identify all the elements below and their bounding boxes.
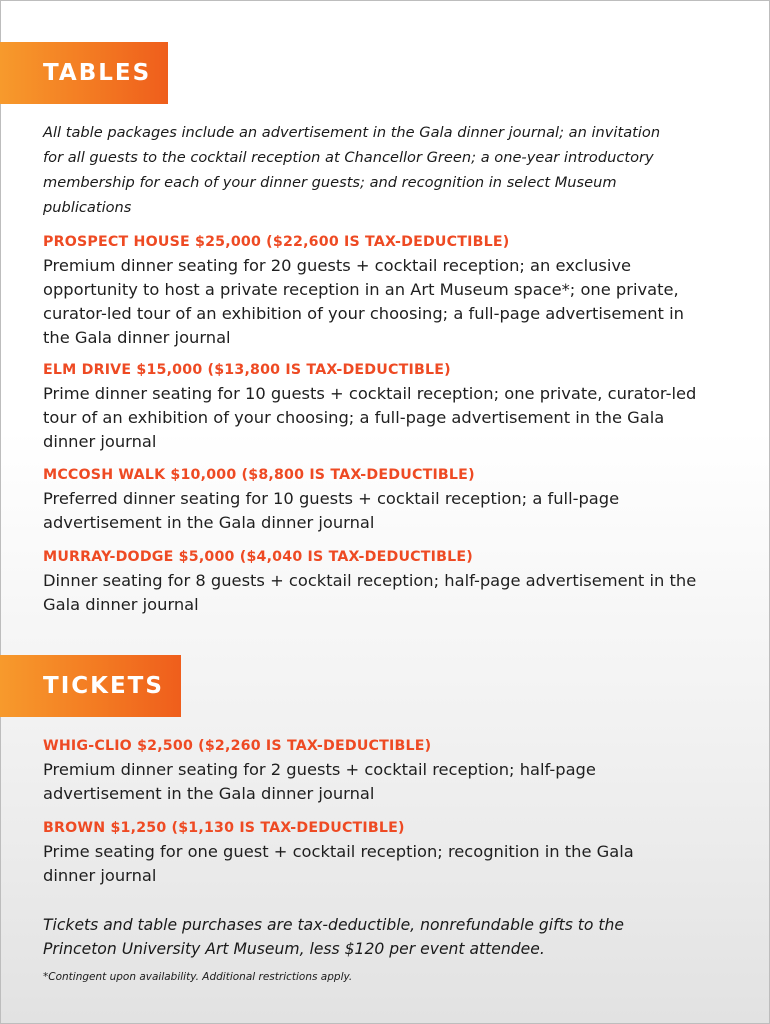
package-title: MCCOSH WALK $10,000 ($8,800 IS TAX-DEDUCTIBLE) [43,467,475,483]
package-description: Dinner seating for 8 guests + cocktail reception; half-page advertisement in the Gala dinner journal [43,571,697,614]
ticket-whig-clio [43,734,663,806]
ticket-brown [43,816,663,888]
availability-disclaimer: *Contingent upon availability. Additional restrictions apply. [43,971,353,983]
package-title: MURRAY-DODGE $5,000 ($4,040 IS TAX-DEDUCTIBLE) [43,549,473,565]
package-description: Preferred dinner seating for 10 guests + cocktail reception; a full-page advertisement in the Gala dinner journal [43,489,620,532]
ticket-title: BROWN $1,250 ($1,130 IS TAX-DEDUCTIBLE) [43,820,405,836]
package-elm-drive [43,358,703,454]
package-title: ELM DRIVE $15,000 ($13,800 IS TAX-DEDUCTIBLE) [43,362,451,378]
package-mccosh-walk [43,463,693,535]
ticket-description: Prime seating for one guest + cocktail reception; recognition in the Gala dinner journal [43,842,634,885]
package-title: PROSPECT HOUSE $25,000 ($22,600 IS TAX-DEDUCTIBLE) [43,234,510,250]
ticket-title: WHIG-CLIO $2,500 ($2,260 IS TAX-DEDUCTIBLE) [43,738,432,754]
package-prospect-house [43,230,693,350]
tax-deductible-note: Tickets and table purchases are tax-deductible, nonrefundable gifts to the Princeton University Art Museum, less $120 per event attendee. [43,916,624,958]
package-description: Premium dinner seating for 20 guests + cocktail reception; an exclusive opportunity to host a private reception in an Art Museum space*; one private, curator-led tour of an exhibition of your choosing; a full-page advertisement in the Gala dinner journal [43,256,684,347]
tables-intro-text: All table packages include an advertisement in the Gala dinner journal; an invitation for all guests to the cocktail reception at Chancellor Green; a one-year introductory membership for each of your dinner guests; and recognition in select Museum publications [43,124,661,216]
ticket-description: Premium dinner seating for 2 guests + cocktail reception; half-page advertisement in the Gala dinner journal [43,760,596,803]
tables-section-heading: TABLES [0,42,168,104]
package-murray-dodge [43,545,703,617]
tickets-section-heading: TICKETS [0,655,181,717]
package-description: Prime dinner seating for 10 guests + cocktail reception; one private, curator-led tour of an exhibition of your choosing; a full-page advertisement in the Gala dinner journal [43,384,697,451]
